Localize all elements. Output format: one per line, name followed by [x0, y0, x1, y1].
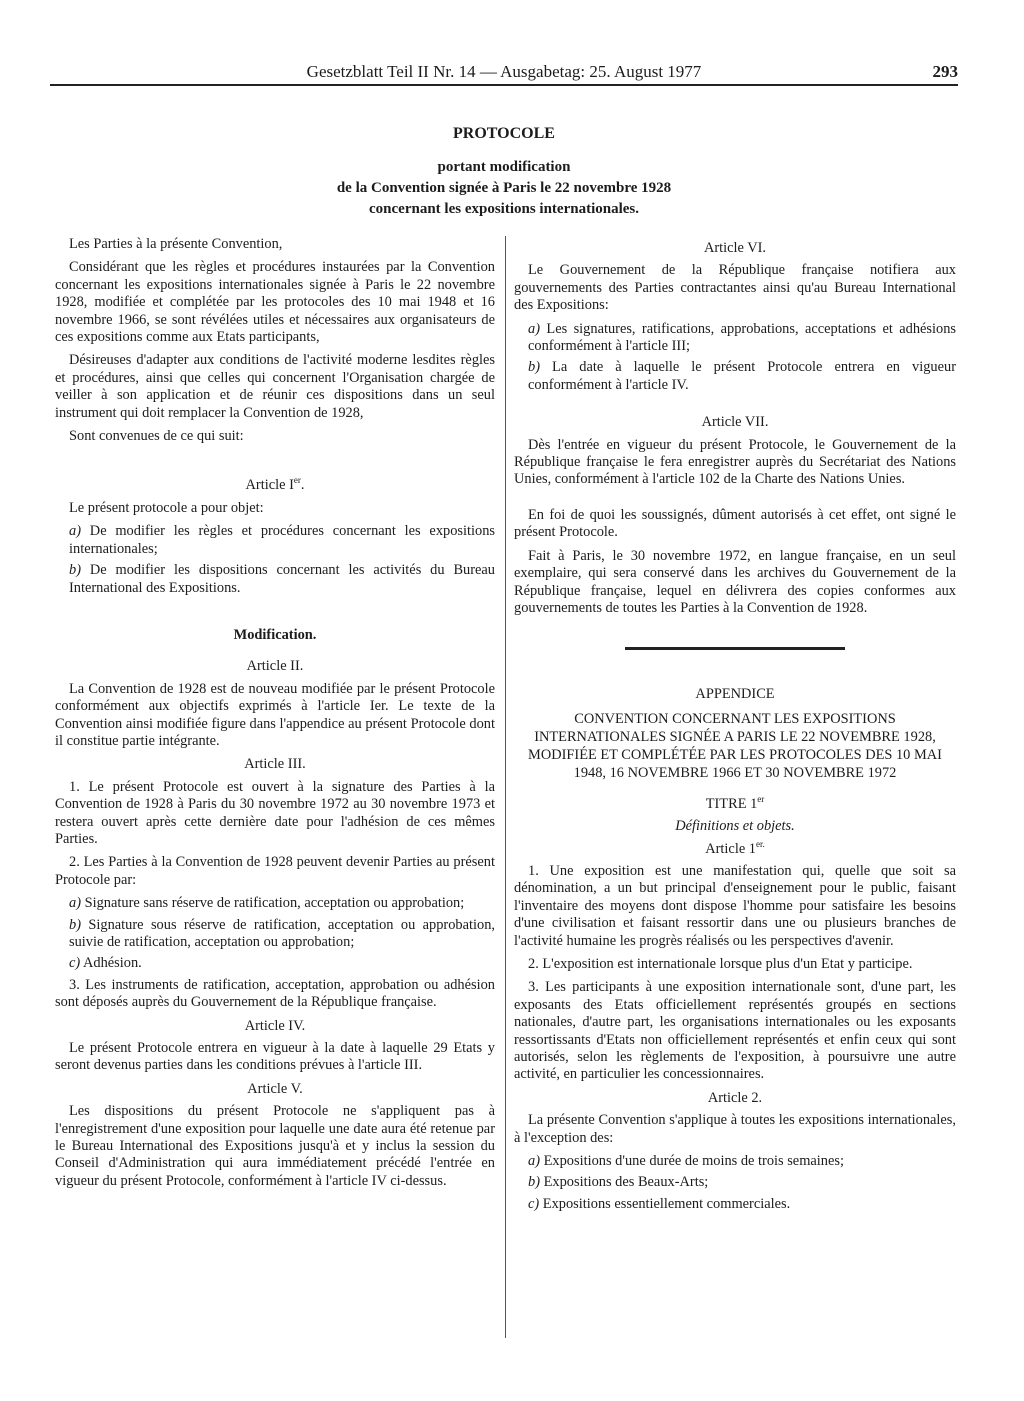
item-label: a) — [69, 895, 81, 912]
preamble-considerant: Considérant que les règles et procédures instaurées par la Convention concernant les expositions internationales signée à Paris le 22 novembre 1928, modifiée et complétée par les protocoles des 10 mai 1948 et 16 novembre 1966, se sont révélées utiles et nécessaires aux organisateurs de ces expositions comme aux Etats participants, — [55, 259, 495, 346]
article-3-item-b — [55, 917, 495, 952]
article-1-item-b — [55, 562, 495, 597]
section-rule — [625, 647, 845, 650]
item-label: a) — [528, 1153, 540, 1170]
appendix-article-2-item-a — [514, 1153, 956, 1170]
preamble-desireuses: Désireuses d'adapter aux conditions de l'activité moderne lesdites règles et procédures, ainsi que celles qui concernent l'Organisation chargée de veiller à son application et de réunir ces dispositions dans un seul instrument qui doit remplacer la Convention de 1928, — [55, 352, 495, 421]
article-4-text: Le présent Protocole entrera en vigueur à la date à laquelle 29 Etats y seront devenus parties dans les conditions prévues à l'article III. — [55, 1040, 495, 1074]
appendix-article-1-para-3: 3. Les participants à une exposition internationale sont, d'une part, les exposants des Etats officiellement représentés groupés en sections nationales, d'autre part, les organisations internationales ou les exposants ressortissants d'Etats non officiellement représentés et enfin ceux qui sont autorisés, selon les règlements de l'exposition, à poursuivre une autre activité, en particulier les concessionnaires. — [514, 979, 956, 1083]
appendix-heading: APPENDICE — [695, 686, 775, 703]
item-text: La date à laquelle le présent Protocole entrera en vigueur conformément à l'article IV. — [528, 359, 956, 393]
item-label: b) — [69, 916, 81, 933]
item-label: b) — [69, 562, 81, 579]
left-column — [55, 236, 495, 1196]
page-number: 293 — [932, 62, 958, 81]
item-label: a) — [528, 320, 540, 337]
article-3-para-1: 1. Le présent Protocole est ouvert à la signature des Parties à la Convention de 1928 à Paris du 30 novembre 1972 au 30 novembre 1973 et restera ouvert après cette dernière date pour l'adhésion de ces mêmes Parties. — [55, 778, 495, 847]
article-6-item-a — [514, 321, 956, 356]
article-7-text: Dès l'entrée en vigueur du présent Protocole, le Gouvernement de la République française le fera enregistrer auprès du Secrétariat des Nations Unies, conformément à l'article 102 de la Charte des Nations Unies. — [514, 436, 956, 488]
article-1-text: Le présent protocole a pour objet: — [69, 499, 264, 516]
subtitle-line-1: portant modification — [437, 159, 571, 175]
article-2-text: La Convention de 1928 est de nouveau modifiée par le présent Protocole conformément aux objectifs exprimés à l'article Ier. Le texte de la Convention ainsi modifiée figure dans l'appendice au présent Protocole dont il constitue partie intégrante. — [55, 680, 495, 749]
article-6-heading: Article VI. — [703, 240, 767, 256]
article-1-item-a — [55, 523, 495, 558]
attestation-clause: En foi de quoi les soussignés, dûment autorisés à cet effet, ont signé le présent Protocole. — [514, 506, 956, 541]
preamble-intro: Les Parties à la présente Convention, — [69, 236, 283, 252]
article-6-item-b — [514, 359, 956, 394]
definitions-heading: Définitions et objets. — [675, 818, 795, 835]
convention-title: CONVENTION CONCERNANT LES EXPOSITIONS INTERNATIONALES SIGNÉE A PARIS LE 22 NOVEMBRE 1928, MODIFIÉE ET COMPLÉTÉE PAR LES PROTOCOLES DES 10 MAI 1948, 16 NOVEMBRE 1966 ET 30 NOVEMBRE 1972 — [528, 710, 942, 781]
running-title: Gesetzblatt Teil II Nr. 14 — Ausgabetag: 25. August 1977 — [306, 62, 702, 81]
item-label: c) — [528, 1195, 540, 1212]
column-divider — [505, 236, 506, 1338]
article-6-text: Le Gouvernement de la République française notifiera aux gouvernements des Parties contractantes ainsi qu'au Bureau International des Expositions: — [514, 262, 956, 314]
protocol-title-block — [50, 125, 958, 220]
item-text: Adhésion. — [83, 955, 142, 972]
appendix-article-2-heading: Article 2. — [707, 1089, 763, 1106]
item-text: Expositions d'une durée de moins de trois semaines; — [543, 1153, 844, 1170]
article-3-item-a — [55, 895, 495, 912]
right-column — [514, 236, 956, 1217]
appendix-article-2-item-c — [514, 1196, 956, 1213]
item-text: Les signatures, ratifications, approbations, acceptations et adhésions conformément à l'article III; — [528, 320, 957, 355]
modification-heading: Modification. — [233, 626, 317, 643]
item-text: Expositions des Beaux-Arts; — [543, 1174, 709, 1191]
article-1-heading: Article Ier. — [245, 475, 305, 494]
item-label: c) — [69, 955, 81, 972]
item-text: De modifier les dispositions concernant les activités du Bureau International des Expositions. — [69, 562, 495, 596]
titre-1-heading — [514, 793, 956, 813]
article-7-heading: Article VII. — [701, 414, 769, 431]
appendix-article-1-para-2: 2. L'exposition est internationale lorsque plus d'un Etat y participe. — [528, 955, 913, 972]
subtitle-line-2: de la Convention signée à Paris le 22 novembre 1928 — [336, 180, 672, 196]
article-2-heading: Article II. — [246, 658, 304, 675]
page-header — [50, 58, 958, 86]
item-text: Signature sous réserve de ratification, acceptation ou approbation, suivie de ratification, acceptation ou approbation; — [69, 916, 495, 950]
article-1-sup: er — [293, 475, 301, 486]
item-label: b) — [528, 1174, 540, 1191]
article-1-title: Article I — [245, 477, 294, 494]
item-label: b) — [528, 359, 540, 376]
article-3-para-2: 2. Les Parties à la Convention de 1928 peuvent devenir Parties au présent Protocole par: — [55, 854, 495, 888]
item-text: De modifier les règles et procédures concernant les expositions internationales; — [69, 523, 495, 557]
item-text: Signature sans réserve de ratification, acceptation ou approbation; — [84, 895, 465, 912]
appendix-article-1-title: Article 1 — [705, 840, 756, 857]
article-3-heading: Article III. — [244, 756, 306, 773]
subtitle-line-3: concernant les expositions internationales. — [369, 201, 639, 217]
preamble-sont-convenues: Sont convenues de ce qui suit: — [69, 428, 244, 445]
appendix-article-1-sup: er. — [756, 838, 765, 849]
article-4-heading: Article IV. — [244, 1017, 306, 1034]
appendix-article-1-para-1: 1. Une exposition est une manifestation qui, quelle que soit sa dénomination, a un but principal d'enseignement pour le public, faisant l'inventaire des moyens dont dispose l'homme pour satisfaire les besoins d'une civilisation et faisant ressortir dans une ou plusieurs branches de l'activité humaine les progrès réalisés ou les perspectives d'avenir. — [514, 862, 956, 949]
article-3-item-c — [55, 955, 495, 972]
titre-1-title: TITRE 1 — [705, 795, 758, 812]
article-5-text: Les dispositions du présent Protocole ne s'appliquent pas à l'enregistrement d'une exposition pour laquelle une date aura été retenue par le Bureau International des Expositions jusqu'à et y inclus la session du Conseil d'Administration qui aura immédiatement précédé l'entrée en vigueur du présent Protocole, conformément à l'article IV ci-dessus. — [55, 1103, 495, 1189]
appendix-article-2-text: La présente Convention s'applique à toutes les expositions internationales, à l'exception des: — [514, 1112, 956, 1146]
appendix-article-1-heading — [514, 838, 956, 858]
titre-1-sup: er — [757, 793, 765, 804]
item-label: a) — [69, 523, 81, 540]
appendix-article-2-item-b — [514, 1174, 956, 1191]
done-at-paris-clause: Fait à Paris, le 30 novembre 1972, en langue française, en un seul exemplaire, qui sera conservé dans les archives du Gouvernement de la République française, lequel en délivrera des copies conformes aux gouvernements de toutes les Parties à la Convention de 1928. — [514, 547, 956, 616]
article-5-heading: Article V. — [247, 1080, 303, 1097]
item-text: Expositions essentiellement commerciales. — [542, 1195, 791, 1212]
document-title: PROTOCOLE — [453, 125, 555, 142]
article-3-para-3: 3. Les instruments de ratification, acceptation, approbation ou adhésion sont déposés auprès du Gouvernement de la République française. — [55, 976, 495, 1011]
